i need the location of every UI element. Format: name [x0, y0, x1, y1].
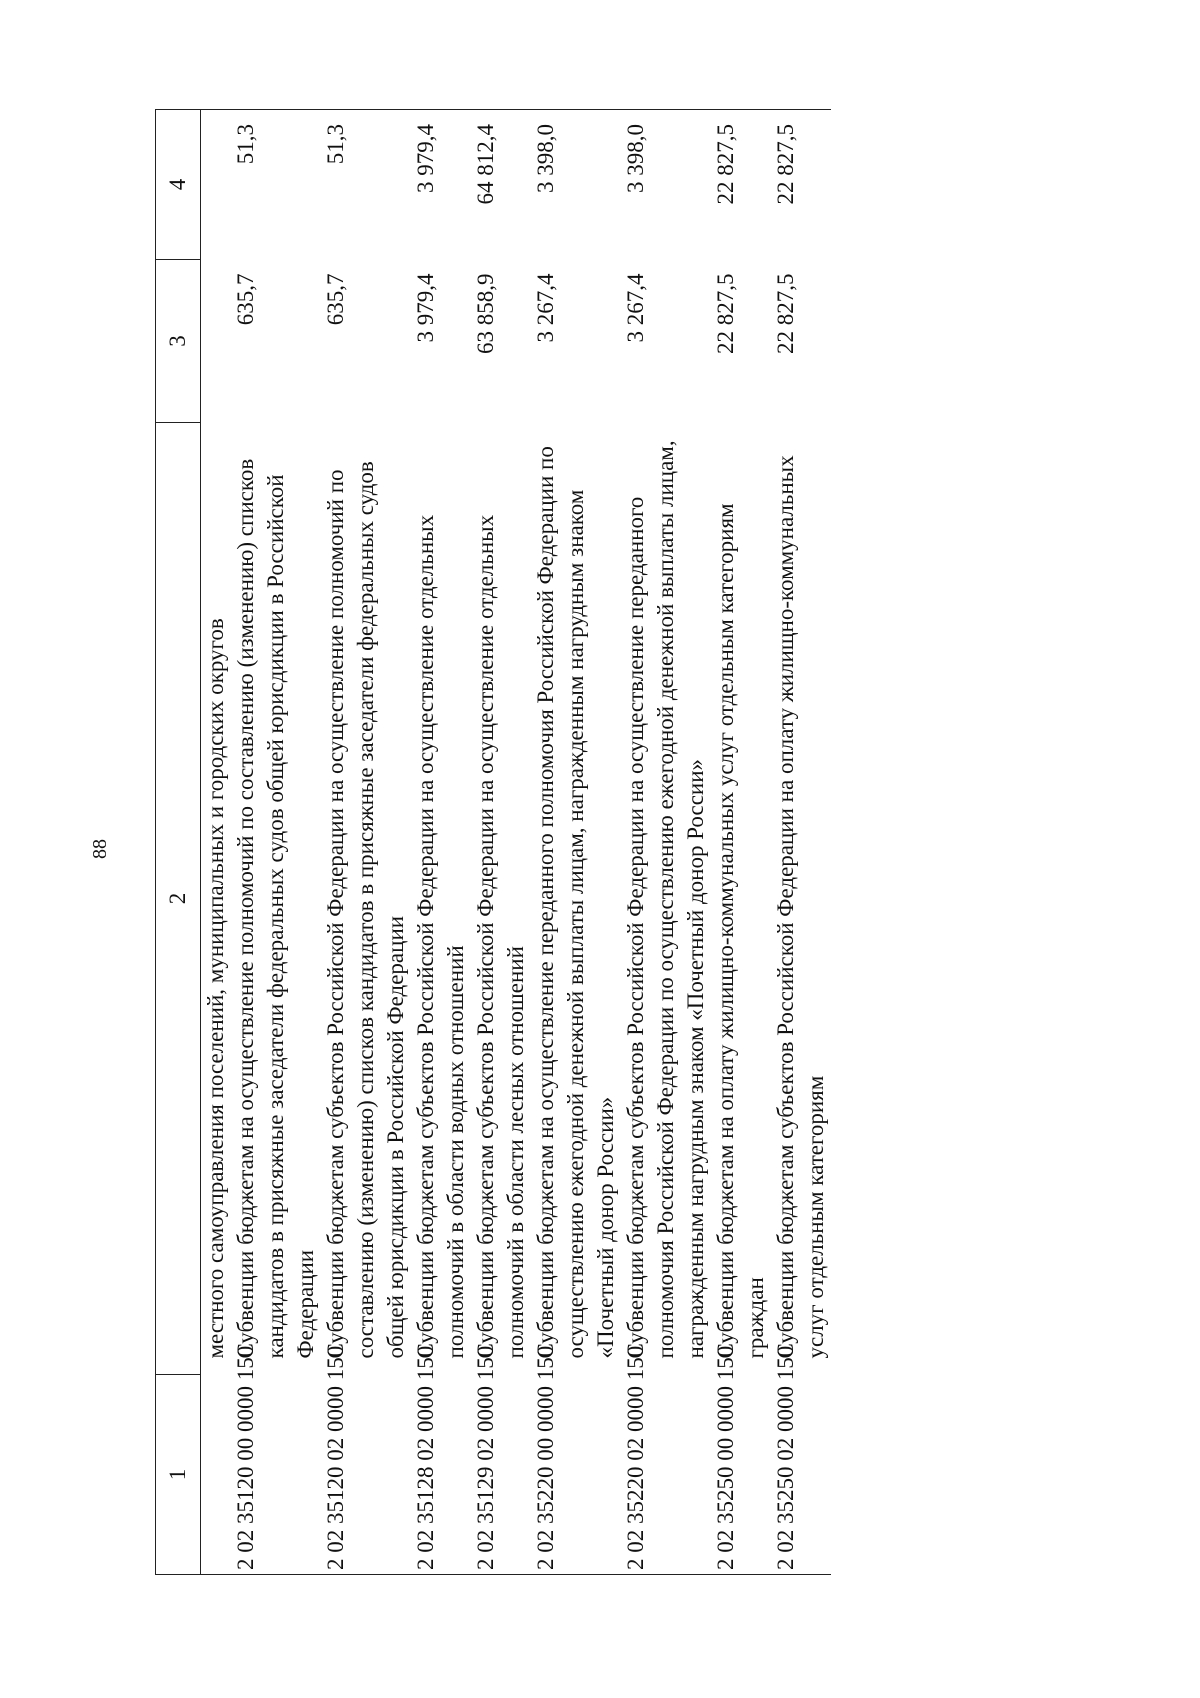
budget-table [155, 109, 831, 1575]
row-code: 2 02 35120 02 0000 150 [321, 1375, 411, 1575]
row-value-col3: 22 827,5 [713, 273, 738, 354]
row-code: 2 02 35250 02 0000 150 [771, 1375, 831, 1575]
row-description: Субвенции бюджетам субъектов Российской Федерации на оплату жилищно-коммунальных услуг отдельным категориям [773, 455, 828, 1359]
row-value-col3: 63 858,9 [473, 273, 498, 354]
row-description: Субвенции бюджетам субъектов Российской Федерации на осуществление отдельных полномочий в области водных отношений [413, 514, 468, 1359]
row-value-col4: 3 398,0 [621, 110, 711, 260]
row-value-col3: 3 267,4 [623, 273, 648, 343]
row-value-col3: 3 267,4 [533, 273, 558, 343]
table-row [231, 110, 321, 1575]
table-row [321, 110, 411, 1575]
row-value-col4: 3 979,4 [411, 110, 471, 260]
row-description: Субвенции бюджетам субъектов Российской Федерации на осуществление отдельных полномочий в области лесных отношений [473, 514, 528, 1359]
row-value-col4: 51,3 [231, 110, 321, 260]
row-description: Субвенции бюджетам на осуществление полномочий по составлению (изменению) списков кандидатов в присяжные заседатели федеральных судов общей юрисдикции в Российской Федерации [233, 458, 318, 1359]
row-description: Субвенции бюджетам на оплату жилищно-коммунальных услуг отдельным категориям граждан [713, 503, 768, 1359]
row-value-col4: 22 827,5 [711, 110, 771, 260]
rotated-page [155, 110, 1045, 1575]
row-description: Субвенции бюджетам субъектов Российской Федерации на осуществление полномочий по составлению (изменению) списков кандидатов в присяжные заседатели федеральных судов общей юрисдикции в Российской Федерации [323, 461, 408, 1359]
page-number: 88 [89, 839, 111, 859]
table-row [711, 110, 771, 1575]
continuation-row [201, 110, 232, 1575]
row-code: 2 02 35250 00 0000 150 [711, 1375, 771, 1575]
table-row [471, 110, 531, 1575]
row-value-col4: 64 812,4 [471, 110, 531, 260]
table-rotation-frame [155, 110, 1045, 1575]
row-code: 2 02 35220 02 0000 150 [621, 1375, 711, 1575]
row-code: 2 02 35220 00 0000 150 [531, 1375, 621, 1575]
row-value-col3: 3 979,4 [413, 273, 438, 343]
row-value-col4: 22 827,5 [771, 110, 831, 260]
row-value-col4: 3 398,0 [531, 110, 621, 260]
column-header-4: 4 [156, 110, 201, 260]
table-row [621, 110, 711, 1575]
column-header-1: 1 [156, 1375, 201, 1575]
table-row [771, 110, 831, 1575]
column-header-3: 3 [156, 260, 201, 423]
continuation-text: местного самоуправления поселений, муниципальных и городских округов [203, 618, 228, 1359]
row-code: 2 02 35128 02 0000 150 [411, 1375, 471, 1575]
column-header-2: 2 [156, 423, 201, 1375]
row-value-col3: 22 827,5 [773, 273, 798, 354]
row-value-col3: 635,7 [323, 273, 348, 326]
row-description: Субвенции бюджетам субъектов Российской Федерации на осуществление переданного полномочия Российской Федерации по осуществлению ежегодной денежной выплаты лицам, награжденным нагрудным знаком «Почетный донор России» [623, 440, 708, 1359]
row-description: Субвенции бюджетам на осуществление переданного полномочия Российской Федерации по осуществлению ежегодной денежной выплаты лицам, награжденным нагрудным знаком «Почетный донор России» [533, 446, 618, 1359]
row-code: 2 02 35129 02 0000 150 [471, 1375, 531, 1575]
table-row [411, 110, 471, 1575]
table-row [531, 110, 621, 1575]
row-code: 2 02 35120 00 0000 150 [231, 1375, 321, 1575]
header-row [156, 110, 201, 1575]
row-value-col4: 51,3 [321, 110, 411, 260]
row-value-col3: 635,7 [233, 273, 258, 326]
